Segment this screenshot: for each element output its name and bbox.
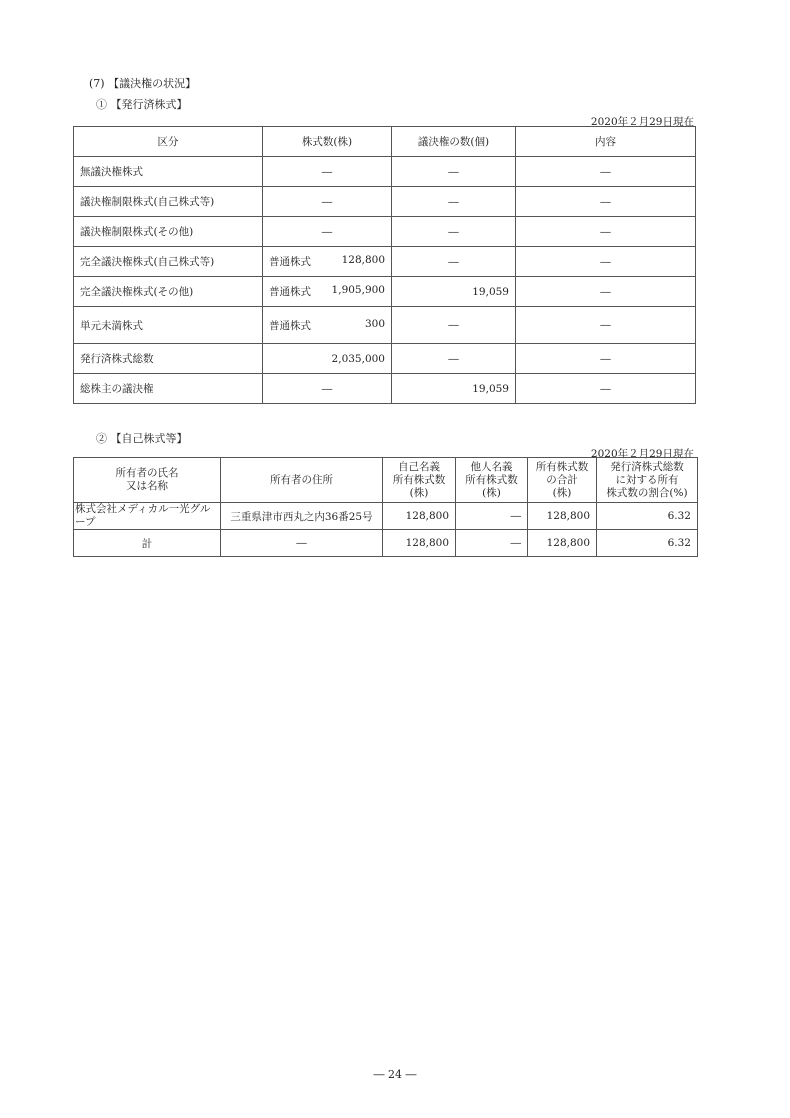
row-label: 議決権制限株式(その他): [74, 217, 263, 247]
row-shares: ―: [263, 217, 392, 247]
row-votes: 19,059: [392, 374, 516, 404]
header-votes: 議決権の数(個): [392, 127, 516, 157]
row-owner-name: 株式会社メディカル一光グループ: [74, 503, 221, 530]
row-share-kind: 普通株式: [269, 319, 311, 332]
table-row: [74, 307, 696, 344]
page-number: ― 24 ―: [373, 1068, 417, 1081]
table-row: [74, 157, 696, 187]
table-row: [74, 503, 698, 530]
row-other-shares: ―: [456, 530, 528, 557]
row-label: 無議決権株式: [74, 157, 263, 187]
treasury-shares-table: [73, 457, 698, 557]
row-content: ―: [516, 307, 696, 344]
table-header-row: [74, 127, 696, 157]
row-label: 発行済株式総数: [74, 344, 263, 374]
row-label: 完全議決権株式(自己株式等): [74, 247, 263, 277]
issued-shares-title: ① 【発行済株式】: [96, 98, 188, 111]
header-content: 内容: [516, 127, 696, 157]
header-line: 所有株式数: [392, 473, 446, 486]
row-label: 完全議決権株式(その他): [74, 277, 263, 307]
row-ratio: 6.32: [597, 503, 698, 530]
row-votes: ―: [392, 157, 516, 187]
row-share-kind: 普通株式: [269, 256, 311, 268]
row-content: ―: [516, 344, 696, 374]
issued-shares-table: [73, 126, 696, 404]
header-own-name-shares: [383, 458, 456, 503]
row-content: ―: [516, 157, 696, 187]
header-line: 所有者の氏名: [115, 467, 179, 479]
row-content: ―: [516, 247, 696, 277]
row-shares: ―: [263, 187, 392, 217]
header-line: 所有株式数: [465, 473, 518, 486]
row-content: ―: [516, 217, 696, 247]
table-row: [74, 277, 696, 307]
row-shares: 1,905,900: [331, 284, 385, 296]
row-votes: ―: [392, 217, 516, 247]
table-header-row: [74, 458, 698, 503]
treasury-shares-date: 2020年２月29日現在: [590, 448, 694, 460]
row-content: ―: [516, 277, 696, 307]
row-shares: ―: [263, 374, 392, 404]
row-label: 議決権制限株式(自己株式等): [74, 187, 263, 217]
row-own-shares: 128,800: [383, 530, 456, 557]
issued-shares-date: 2020年２月29日現在: [590, 116, 694, 128]
header-line: (株): [552, 486, 572, 499]
row-other-shares: ―: [456, 503, 528, 530]
row-label: 単元未満株式: [74, 307, 263, 344]
row-total-shares: 128,800: [528, 530, 597, 557]
row-shares-cell: [263, 247, 392, 277]
header-line: の合計: [546, 473, 578, 486]
table-row: [74, 217, 696, 247]
header-line: 発行済株式総数: [610, 460, 684, 473]
row-content: ―: [516, 187, 696, 217]
row-shares: ―: [263, 157, 392, 187]
row-label: 総株主の議決権: [74, 374, 263, 404]
header-owner-name: [74, 458, 221, 503]
header-line: 所有株式数: [535, 460, 589, 473]
header-line: 他人名義: [470, 460, 513, 473]
row-votes: ―: [392, 247, 516, 277]
row-shares: 300: [364, 317, 385, 330]
row-share-kind: 普通株式: [269, 286, 311, 298]
row-owner-name: 計: [74, 530, 221, 557]
header-line: に対する所有: [615, 473, 679, 486]
row-shares: 128,800: [341, 254, 385, 266]
table-row: [74, 344, 696, 374]
header-total-shares: [528, 458, 597, 503]
row-ratio: 6.32: [597, 530, 698, 557]
treasury-shares-title: ② 【自己株式等】: [96, 432, 188, 445]
header-line: (株): [482, 486, 501, 499]
row-content: ―: [516, 374, 696, 404]
header-line: (株): [409, 486, 429, 499]
header-owner-address: [221, 458, 383, 503]
header-other-name-shares: [456, 458, 528, 503]
table-row: [74, 187, 696, 217]
row-votes: ―: [392, 187, 516, 217]
header-line: 自己名義: [398, 460, 440, 473]
row-votes: ―: [392, 344, 516, 374]
row-owner-address: 三重県津市西丸之内36番25号: [221, 503, 383, 530]
header-line: 又は名称: [126, 480, 168, 492]
row-total-shares: 128,800: [528, 503, 597, 530]
row-votes: ―: [392, 307, 516, 344]
table-row: [74, 530, 698, 557]
header-line: 株式数の割合(%): [606, 486, 688, 499]
row-owner-address: ―: [221, 530, 383, 557]
section-heading: (7) 【議決権の状況】: [89, 77, 197, 90]
header-category: 区分: [74, 127, 263, 157]
header-shares: 株式数(株): [263, 127, 392, 157]
row-votes: 19,059: [392, 277, 516, 307]
header-ratio: [597, 458, 698, 503]
row-own-shares: 128,800: [383, 503, 456, 530]
row-shares: 2,035,000: [263, 344, 392, 374]
header-line: 所有者の住所: [270, 473, 333, 486]
table-row: [74, 374, 696, 404]
table-row: [74, 247, 696, 277]
row-shares-cell: [263, 277, 392, 307]
row-shares-cell: [263, 307, 392, 344]
